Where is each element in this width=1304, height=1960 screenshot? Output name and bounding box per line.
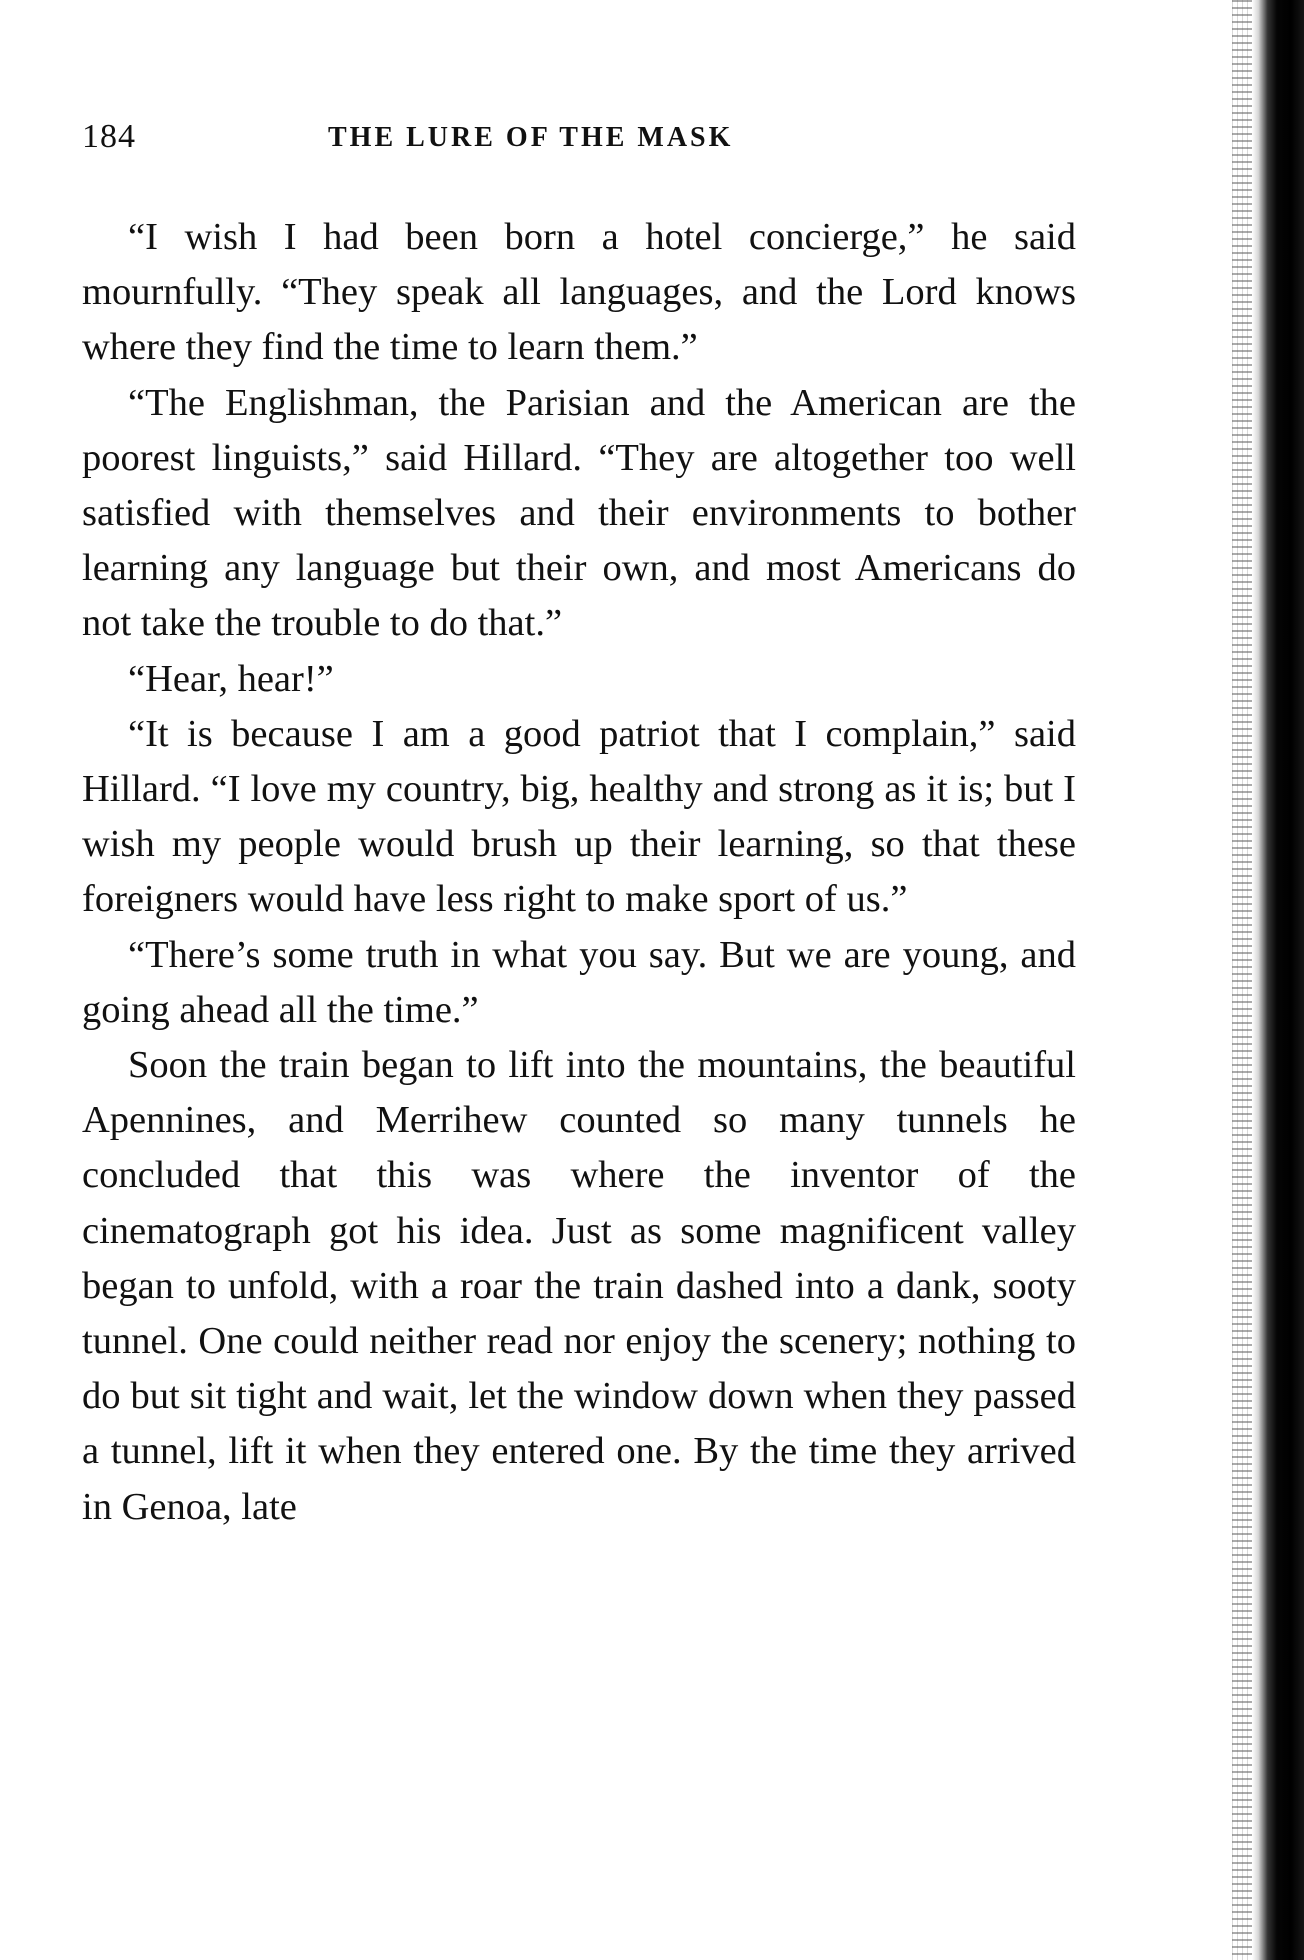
paragraph-concierge: “I wish I had been born a hotel concierge,” he said mournfully. “They speak all languages, and the Lord knows where they find the time to learn them.” xyxy=(82,216,1076,369)
running-title: THE LURE OF THE MASK xyxy=(328,122,734,153)
edge-dark-band xyxy=(1252,0,1304,1960)
body-text xyxy=(82,210,1076,1535)
paragraph-train-tunnels: Soon the train began to lift into the mountains, the beautiful Apennines, and Merrihew counted so many tunnels he concluded that this was where the inventor of the cinematograph got his idea. Just as some magnificent valley began to unfold, with a roar the train dashed into a dank, sooty tunnel. One could neither read nor enjoy the scenery; nothing to do but sit tight and wait, let the window down when they passed a tunnel, lift it when they entered one. By the time they arrived in Genoa, late xyxy=(82,1044,1076,1528)
paragraph-patriot: “It is because I am a good patriot that I complain,” said Hillard. “I love my country, big, healthy and strong as it is; but I wish my people would brush up their learning, so that these foreigners would have less right to make sport of us.” xyxy=(82,712,1076,921)
paragraph-truth: “There’s some truth in what you say. But we are young, and going ahead all the time.” xyxy=(82,933,1076,1031)
paragraph-linguists: “The Englishman, the Parisian and the American are the poorest linguists,” said Hillard. “They are altogether too well satisfied with themselves and their environments to bother learning any language but their own, and most Americans do not take the trouble to do that.” xyxy=(82,381,1076,645)
page-edge-shadow xyxy=(1226,0,1304,1960)
paragraph-hear-hear: “Hear, hear!” xyxy=(128,657,334,700)
running-head xyxy=(82,118,1076,168)
page-number: 184 xyxy=(82,118,136,155)
